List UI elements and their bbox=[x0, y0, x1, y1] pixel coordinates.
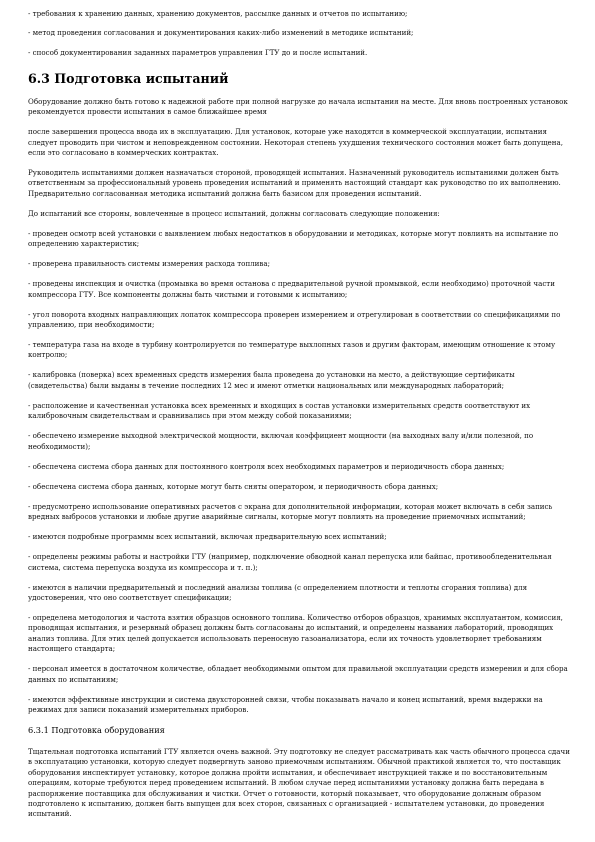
list-item: - предусмотрено использование оперативных расчетов с экрана для дополнительной информации, которая может включать в себя запись вредных выбросов установки и любые другие аварийные сигналы, которые могут повлиять на проведение приемочных испытаний; bbox=[28, 501, 553, 522]
section-heading: 6.3 Подготовка испытаний bbox=[28, 70, 229, 86]
top-item: - требования к хранению данных, хранению документов, рассылке данных и отчетов по испытанию; bbox=[28, 9, 408, 18]
top-item: - способ документирования заданных параметров управления ГТУ до и после испытаний. bbox=[28, 48, 368, 58]
list-item: - определена методология и частота взятия образцов основного топлива. Количество отборов образцов, хранимых эксплуатантом, комиссия, проводящая испытания, и резервный образец должны быть согласованы до испытаний, и определены названия лабораторий, проводящих анализ топлива. Для этих целей допускается использовать переносную газоанализатора, если их точность удовлетворяет требованиям настоящего стандарта; bbox=[28, 612, 563, 654]
intro-paragraph: Оборудование должно быть готово к надежной работе при полной нагрузке до начала испытания на месте. Для вновь построенных установок рекомендуется провести испытания в самое ближайшее время bbox=[28, 96, 568, 117]
requirements-list bbox=[28, 229, 573, 716]
list-item: - персонал имеется в достаточном количестве, обладает необходимыми опытом для правильной эксплуатации средств измерения и для сбора данных по испытаниям; bbox=[28, 664, 568, 684]
list-item: - обеспечена система сбора данных, которые могут быть сняты оператором, и периодичность сбора данных; bbox=[28, 481, 439, 491]
intro-paragraph: Руководитель испытаниями должен назначаться стороной, проводящей испытания. Назначенный руководитель испытаниями должен быть ответственным за профессиональный уровень проведения испытаний и применять настоящий стандарт как руководство по их выполнению. Предварительно согласованная методика испытаний должна быть базисом для проведения испытаний. bbox=[28, 168, 561, 198]
list-item: - проверена правильность системы измерения расхода топлива; bbox=[28, 259, 271, 269]
top-item: - метод проведения согласования и документирования каких-либо изменений в методике испытаний; bbox=[28, 28, 414, 38]
list-item: - проведены инспекция и очистка (промывка во время останова с предварительной ручной промывкой, если необходимо) проточной части компрессора ГТУ. Все компоненты должны быть чистыми и готовыми к испытанию; bbox=[28, 279, 555, 299]
intro-paragraph: До испытаний все стороны, вовлеченные в процесс испытаний, должны согласовать следующие положения: bbox=[28, 208, 440, 218]
list-item: - калибровка (поверка) всех временных средств измерения была проведена до установки на место, а действующие сертификаты (свидетельства) были выданы в течение последних 12 мес и имеют отметки национальных или международных лабораторий; bbox=[28, 370, 515, 390]
list-item: - имеются подробные программы всех испытаний, включая предварительную всех испытаний; bbox=[28, 532, 387, 542]
subsection-heading: 6.3.1 Подготовка оборудования bbox=[28, 724, 165, 735]
list-item: - расположение и качественная установка всех временных и входящих в состав установки измерительных средств соответствуют их калибровочным свидетельствам и сравнивались при этом между собой показаниями; bbox=[28, 400, 531, 421]
list-item: - имеются эффективные инструкции и система двухсторонней связи, чтобы показывать начало и конец испытаний, время выдержки на режимах для записи показаний измерительных приборов. bbox=[28, 694, 543, 714]
list-item: - обеспечена система сбора данных для постоянного контроля всех необходимых параметров и периодичность сбора данных; bbox=[28, 461, 505, 471]
intro-paragraph: после завершения процесса ввода их в эксплуатацию. Для установок, которые уже находятся в коммерческой эксплуатации, испытания следует проводить при чистом и неповрежденном состоянии. Некоторая степень ухудшения технического состояния может быть допущена, если это согласовано в коммерческих контрактах. bbox=[28, 127, 563, 158]
list-item: - имеются в наличии предварительный и последний анализы топлива (с определением плотности и теплоты сгорания топлива) для удостоверения, что оно соответствует спецификации; bbox=[28, 582, 528, 602]
list-item: - проведен осмотр всей установки с выявлением любых недостатков в оборудовании и методиках, которые могут повлиять на испытание по определению характеристик; bbox=[28, 228, 559, 249]
list-item: - обеспечено измерение выходной электрической мощности, включая коэффициент мощности (на выходных валу и/или полезной, по необходимости); bbox=[28, 431, 534, 451]
list-item: - температура газа на входе в турбину контролируется по температуре выхлопных газов и другим факторам, имеющим отношение к этому контролю; bbox=[28, 340, 556, 360]
list-item: - угол поворота входных направляющих лопаток компрессора проверен измерением и отрегулирован в соответствии со спецификациями по управлению, при необходимости; bbox=[28, 309, 561, 330]
list-item: - определены режимы работы и настройки ГТУ (например, подключение обводной канал перепуска или байпас, противообледенительная система, система перепуска воздуха из компрессора и т. п.); bbox=[28, 552, 552, 572]
body-paragraph: Тщательная подготовка испытаний ГТУ является очень важной. Эту подготовку не следует рассматривать как часть обычного процесса сдачи в эксплуатацию установки, которую следует подвергнуть заново приемочным испытаниям. Обычной практикой является то, что поставщик оборудования инспектирует установку, которое должна пройти испытания, и обеспечивает инструкцией также и по восстановительным операциям, которые требуются перед проведением испытаний. В любом случае перед испытаниями установку должна быть передана в распоряжение поставщика для обслуживания и чистки. Отчет о готовности, который показывает, что оборудование должным образом подготовлено к испытанию, должен быть выпущен для всех сторон, связанных с организацией - испытателем установки, до проведения испытаний. bbox=[28, 746, 570, 819]
